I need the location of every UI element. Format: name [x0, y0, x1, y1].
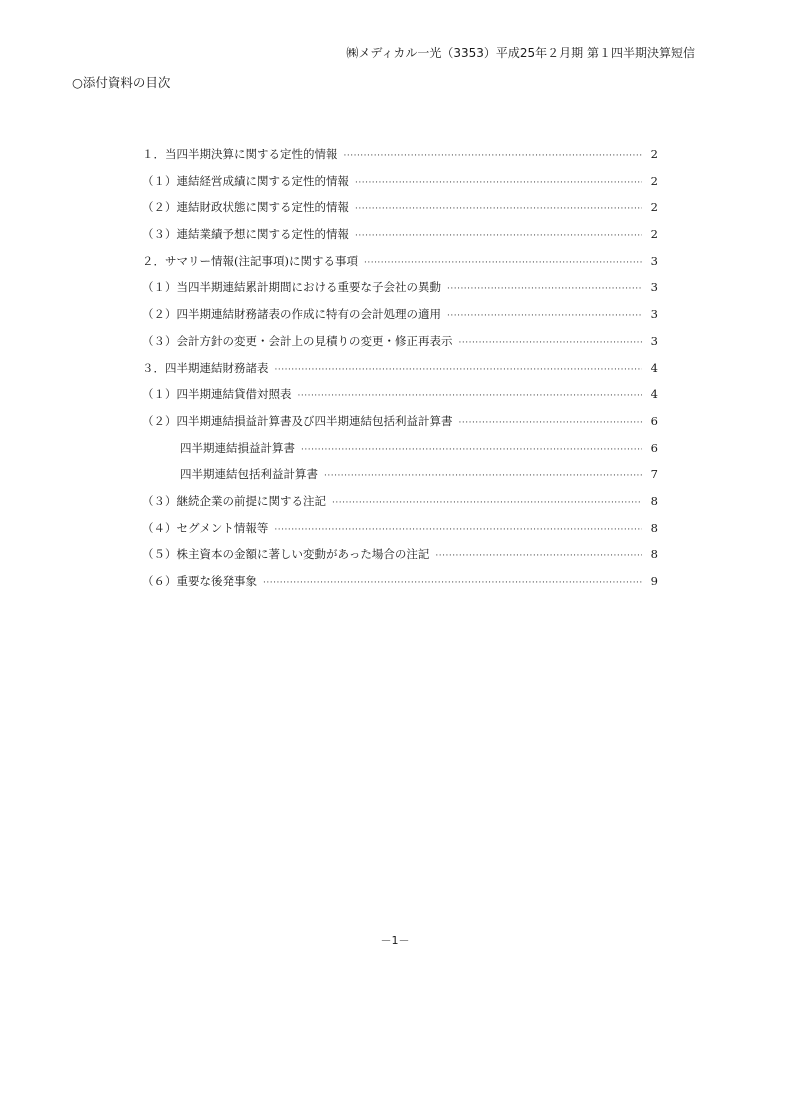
- toc-entry-label: （３）会計方針の変更・会計上の見積りの変更・修正再表示: [142, 333, 453, 348]
- toc-entry-label: （１）当四半期連結累計期間における重要な子会社の異動: [142, 280, 441, 295]
- toc-leader-dots: [459, 418, 643, 428]
- toc-leader-dots: [275, 365, 643, 375]
- toc-entry[interactable]: [142, 360, 658, 387]
- toc-entry-label: 四半期連結損益計算書: [180, 440, 295, 455]
- toc-leader-dots: [355, 204, 642, 214]
- page-number: －1－: [380, 934, 410, 947]
- toc-entry-label: （３）継続企業の前提に関する注記: [142, 493, 326, 508]
- toc-entry-page: 2: [650, 173, 658, 188]
- toc-entry-label: （２）連結財政状態に関する定性的情報: [142, 200, 349, 215]
- toc-leader-dots: [274, 525, 642, 535]
- toc-entry-label: （２）四半期連結財務諸表の作成に特有の会計処理の適用: [142, 307, 441, 322]
- toc-entry[interactable]: [142, 199, 658, 226]
- toc-entry-label: （５）株主資本の金額に著しい変動があった場合の注記: [142, 547, 430, 562]
- toc-entry-page: 2: [650, 200, 658, 215]
- toc-entry-label: 四半期連結包括利益計算書: [180, 467, 318, 482]
- document-header: ㈱メディカル一光（3353）平成25年２月期 第１四半期決算短信: [346, 46, 695, 60]
- section-title: ○添付資料の目次: [72, 75, 171, 90]
- toc-entry-label: １．当四半期決算に関する定性的情報: [142, 147, 338, 161]
- toc-entry[interactable]: [142, 146, 658, 173]
- toc-entry[interactable]: [142, 173, 658, 200]
- toc-entry-page: 3: [650, 253, 658, 268]
- toc-leader-dots: [435, 551, 642, 561]
- toc-entry-label: （６）重要な後発事象: [142, 574, 257, 588]
- toc-entry-label: （１）四半期連結貸借対照表: [142, 387, 292, 402]
- toc-leader-dots: [332, 498, 642, 508]
- toc-entry-page: 3: [650, 280, 658, 295]
- toc-entry-page: 6: [650, 440, 658, 455]
- toc-entry-page: 7: [650, 467, 658, 482]
- toc-subentry[interactable]: [142, 466, 658, 493]
- toc-entry-page: 3: [650, 307, 658, 322]
- toc-entry-page: 9: [650, 574, 658, 588]
- toc-entry[interactable]: [142, 226, 658, 253]
- toc-leader-dots: [447, 284, 642, 294]
- toc-entry[interactable]: [142, 386, 658, 413]
- toc-leader-dots: [447, 311, 642, 321]
- toc-entry[interactable]: [142, 413, 658, 440]
- toc-entry-page: 3: [650, 333, 658, 348]
- toc-entry[interactable]: [142, 279, 658, 306]
- toc-entry-page: 2: [650, 227, 658, 242]
- toc-entry[interactable]: [142, 333, 658, 360]
- toc-entry[interactable]: [142, 546, 658, 573]
- toc-entry-page: 2: [650, 147, 658, 161]
- toc-entry-page: 6: [650, 413, 658, 428]
- toc-entry-label: ３．四半期連結財務諸表: [142, 360, 269, 375]
- toc-entry[interactable]: [142, 306, 658, 333]
- table-of-contents: [142, 146, 658, 600]
- toc-leader-dots: [298, 391, 643, 401]
- toc-leader-dots: [301, 445, 642, 455]
- toc-leader-dots: [355, 231, 642, 241]
- toc-subentry[interactable]: [142, 440, 658, 467]
- toc-entry-page: 8: [650, 520, 658, 535]
- toc-entry[interactable]: [142, 573, 658, 600]
- toc-entry-page: 4: [650, 387, 658, 402]
- toc-entry-label: （４）セグメント情報等: [142, 520, 269, 535]
- toc-leader-dots: [324, 471, 642, 481]
- toc-entry[interactable]: [142, 493, 658, 520]
- toc-entry[interactable]: [142, 520, 658, 547]
- toc-entry-label: ２．サマリー情報(注記事項)に関する事項: [142, 253, 358, 268]
- toc-entry-page: 4: [650, 360, 658, 375]
- toc-leader-dots: [344, 151, 643, 161]
- toc-entry[interactable]: [142, 253, 658, 280]
- toc-entry-label: （３）連結業績予想に関する定性的情報: [142, 227, 349, 242]
- toc-leader-dots: [263, 578, 642, 588]
- toc-entry-page: 8: [650, 493, 658, 508]
- toc-leader-dots: [459, 338, 643, 348]
- toc-entry-page: 8: [650, 547, 658, 562]
- toc-leader-dots: [364, 258, 642, 268]
- toc-entry-label: （１）連結経営成績に関する定性的情報: [142, 173, 349, 188]
- toc-leader-dots: [355, 178, 642, 188]
- toc-entry-label: （２）四半期連結損益計算書及び四半期連結包括利益計算書: [142, 413, 453, 428]
